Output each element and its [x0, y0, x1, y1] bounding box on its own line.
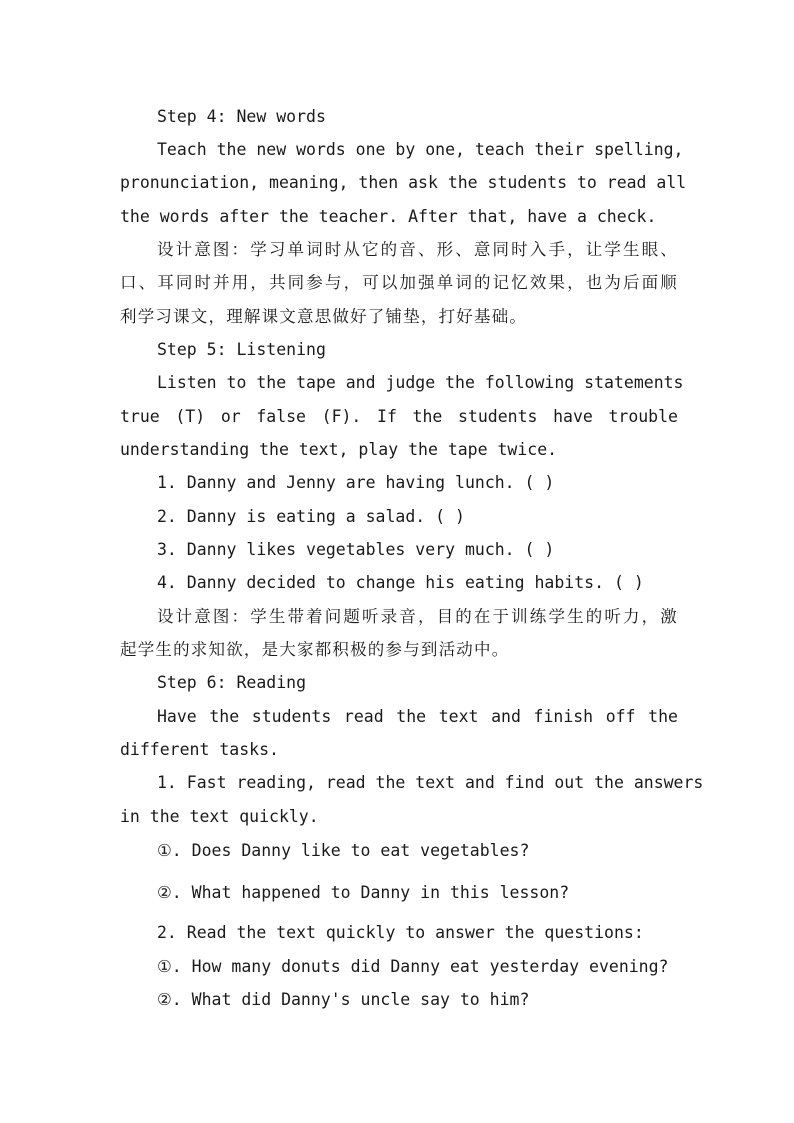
step6-task2-question-1: ①. How many donuts did Danny eat yesterday evening? — [157, 957, 669, 976]
step5-heading: Step 5: Listening — [157, 340, 326, 359]
step6-task1-line-1: 1. Fast reading, read the text and find out the answers — [157, 773, 704, 792]
step4-intent-line-2: 口、耳同时并用，共同参与，可以加强单词的记忆效果，也为后面顺 — [120, 273, 678, 292]
step5-para-line-2: true (T) or false (F). If the students have trouble — [120, 407, 678, 426]
step5-item-4: 4. Danny decided to change his eating habits. ( ) — [157, 573, 644, 592]
step6-task1-question-2: ②. What happened to Danny in this lesson? — [157, 883, 570, 902]
step4-para-line-2: pronunciation, meaning, then ask the students to read all — [120, 173, 687, 192]
step4-heading: Step 4: New words — [157, 107, 326, 126]
step6-task1-line-2: in the text quickly. — [120, 807, 319, 826]
step5-item-1: 1. Danny and Jenny are having lunch. ( ) — [157, 473, 555, 492]
step6-task2-line: 2. Read the text quickly to answer the questions: — [157, 923, 644, 942]
step5-para-line-3: understanding the text, play the tape twice. — [120, 440, 558, 459]
step6-para-line-1: Have the students read the text and finish off the — [157, 707, 678, 726]
step4-para-line-1: Teach the new words one by one, teach their spelling, — [157, 140, 684, 159]
step6-para-line-2: different tasks. — [120, 740, 279, 759]
step4-intent-line-1: 设计意图：学习单词时从它的音、形、意同时入手，让学生眼、 — [157, 240, 678, 259]
step5-item-3: 3. Danny likes vegetables very much. ( ) — [157, 540, 555, 559]
step6-heading: Step 6: Reading — [157, 673, 307, 692]
step5-item-2: 2. Danny is eating a salad. ( ) — [157, 507, 465, 526]
step5-intent-line-2: 起学生的求知欲，是大家都积极的参与到活动中。 — [120, 640, 510, 659]
step6-task1-question-1: ①. Does Danny like to eat vegetables? — [157, 841, 530, 860]
step6-task2-question-2: ②. What did Danny's uncle say to him? — [157, 990, 530, 1009]
step4-para-line-3: the words after the teacher. After that, have a check. — [120, 207, 657, 226]
step5-intent-line-1: 设计意图：学生带着问题听录音，目的在于训练学生的听力，激 — [157, 607, 678, 626]
step5-para-line-1: Listen to the tape and judge the following statements — [157, 373, 684, 392]
step4-intent-line-3: 利学习课文，理解课文意思做好了铺垫，打好基础。 — [120, 307, 528, 326]
